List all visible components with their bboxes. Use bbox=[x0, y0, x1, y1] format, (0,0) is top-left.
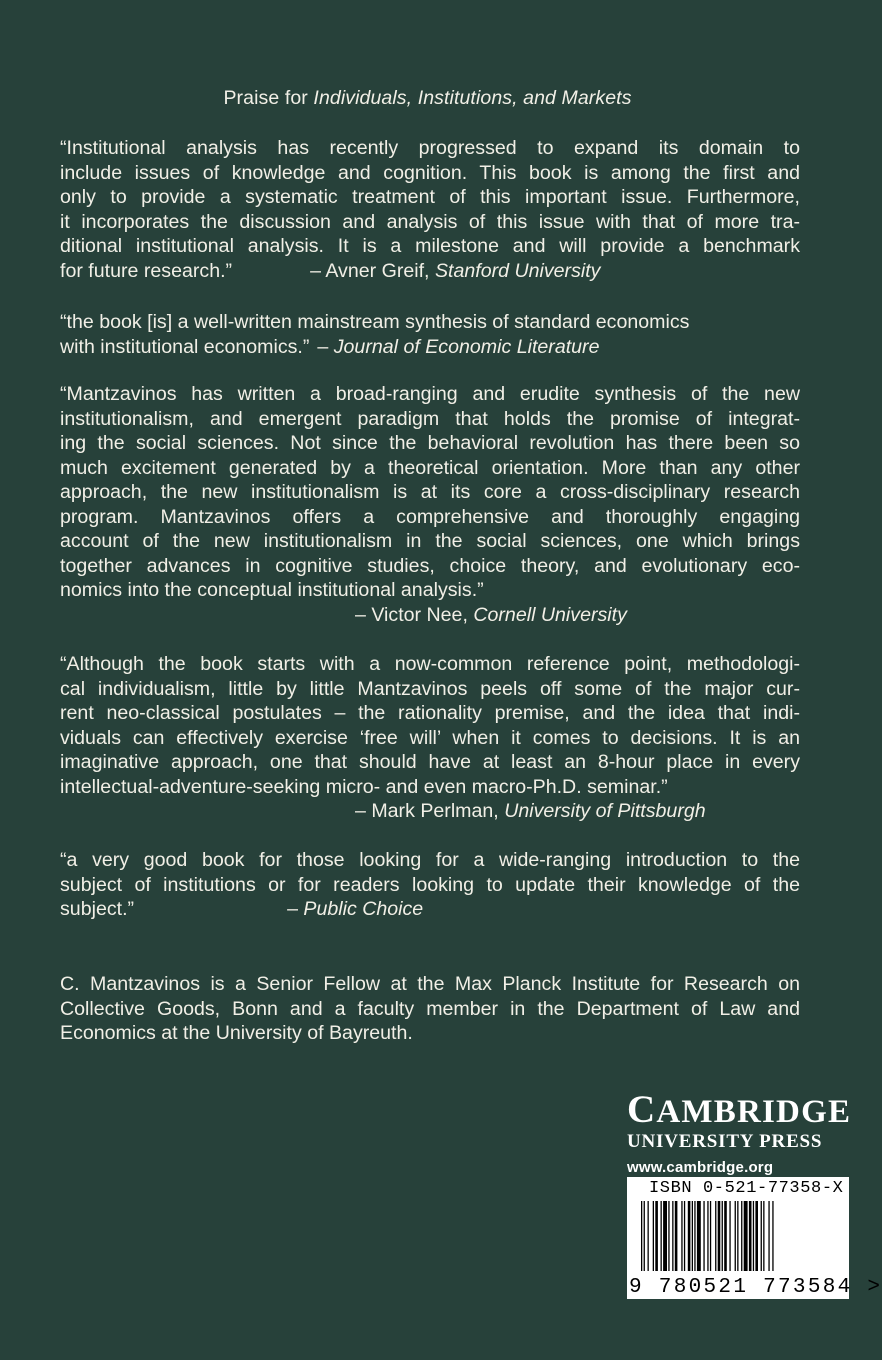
quote-line-last: for future research.” – Avner Greif, Stanford University bbox=[60, 259, 601, 282]
quote-attribution: – Public Choice bbox=[287, 898, 424, 920]
bio-line: C. Mantzavinos is a Senior Fellow at the Max Planck Institute for Research on bbox=[60, 973, 800, 995]
publisher-logo bbox=[627, 1088, 852, 1176]
quote-public-choice bbox=[60, 848, 800, 922]
quote-line: “Institutional analysis has recently progressed to expand its domain to bbox=[60, 137, 800, 159]
barcode-block bbox=[627, 1177, 882, 1299]
quote-attribution: – Journal of Economic Literature bbox=[317, 335, 600, 358]
quote-line: subject of institutions or for readers looking to update their knowledge of the bbox=[60, 873, 800, 896]
quote-line: program. Mantzavinos offers a comprehensive and thoroughly engaging bbox=[60, 505, 800, 528]
quote-line: intellectual-adventure-seeking micro- and even macro-Ph.D. seminar.” bbox=[60, 775, 668, 798]
quote-line: “Although the book starts with a now-common reference point, methodologi- bbox=[60, 653, 800, 675]
barcode-bars bbox=[627, 1201, 849, 1277]
quote-line: together advances in cognitive studies, choice theory, and evolutionary eco- bbox=[60, 554, 800, 577]
bio-line: Economics at the University of Bayreuth. bbox=[60, 1022, 413, 1044]
quote-line: viduals can effectively exercise ‘free will’ when it comes to decisions. It is an bbox=[60, 726, 800, 749]
quote-line-last: subject.” – Public Choice bbox=[60, 898, 424, 920]
quote-greif bbox=[60, 136, 800, 283]
quote-attribution: – Victor Nee, Cornell University bbox=[355, 603, 627, 626]
quote-line: cal individualism, little by little Mantzavinos peels off some of the major cur- bbox=[60, 677, 800, 700]
publisher-press: UNIVERSITY PRESS bbox=[627, 1131, 823, 1152]
quote-attribution: – Mark Perlman, University of Pittsburgh bbox=[355, 800, 706, 822]
quote-line: include issues of knowledge and cognition. This book is among the first and bbox=[60, 161, 800, 184]
author-bio bbox=[60, 972, 800, 1046]
book-title: Individuals, Institutions, and Markets bbox=[313, 87, 632, 109]
quote-line: “the book [is] a well-written mainstream synthesis of standard economics bbox=[60, 311, 690, 333]
quote-line-last: with institutional economics.” – Journal of Economic Literature bbox=[60, 335, 600, 358]
quote-line: rent neo-classical postulates – the rationality premise, and the idea that indi- bbox=[60, 702, 800, 724]
publisher-name: CAMBRIDGE bbox=[627, 1088, 852, 1131]
quote-line: imaginative approach, one that should have at least an 8-hour place in every bbox=[60, 751, 800, 773]
quote-line: it incorporates the discussion and analysis of this issue with that of more tra- bbox=[60, 210, 800, 233]
quote-line: approach, the new institutionalism is at its core a cross-disciplinary research bbox=[60, 481, 800, 503]
quote-line: nomics into the conceptual institutional analysis.” bbox=[60, 579, 484, 601]
quote-line: much excitement generated by a theoretical orientation. More than any other bbox=[60, 456, 800, 479]
quote-line: account of the new institutionalism in the social sciences, one which brings bbox=[60, 530, 800, 552]
quote-attribution: – Avner Greif, Stanford University bbox=[310, 259, 601, 282]
quote-line: institutionalism, and emergent paradigm that holds the promise of integrat- bbox=[60, 407, 800, 430]
ean-number: 9 780521 773584 > bbox=[629, 1276, 882, 1299]
quote-perlman bbox=[60, 652, 800, 824]
quote-line: only to provide a systematic treatment of this important issue. Furthermore, bbox=[60, 186, 800, 208]
publisher-url: www.cambridge.org bbox=[627, 1159, 774, 1176]
quote-line: “a very good book for those looking for a wide-ranging introduction to the bbox=[60, 849, 800, 871]
bio-line: Collective Goods, Bonn and a faculty member in the Department of Law and bbox=[60, 997, 800, 1020]
quote-line: “Mantzavinos has written a broad-ranging and erudite synthesis of the new bbox=[60, 383, 800, 405]
praise-heading bbox=[0, 87, 855, 110]
isbn-number: ISBN 0-521-77358-X bbox=[649, 1179, 844, 1198]
quote-jel bbox=[60, 310, 800, 359]
quote-line: ditional institutional analysis. It is a milestone and will provide a benchmark bbox=[60, 235, 800, 257]
praise-prefix: Praise for bbox=[223, 87, 314, 109]
quote-line: ing the social sciences. Not since the behavioral revolution has there been so bbox=[60, 432, 800, 454]
quote-nee bbox=[60, 382, 800, 627]
